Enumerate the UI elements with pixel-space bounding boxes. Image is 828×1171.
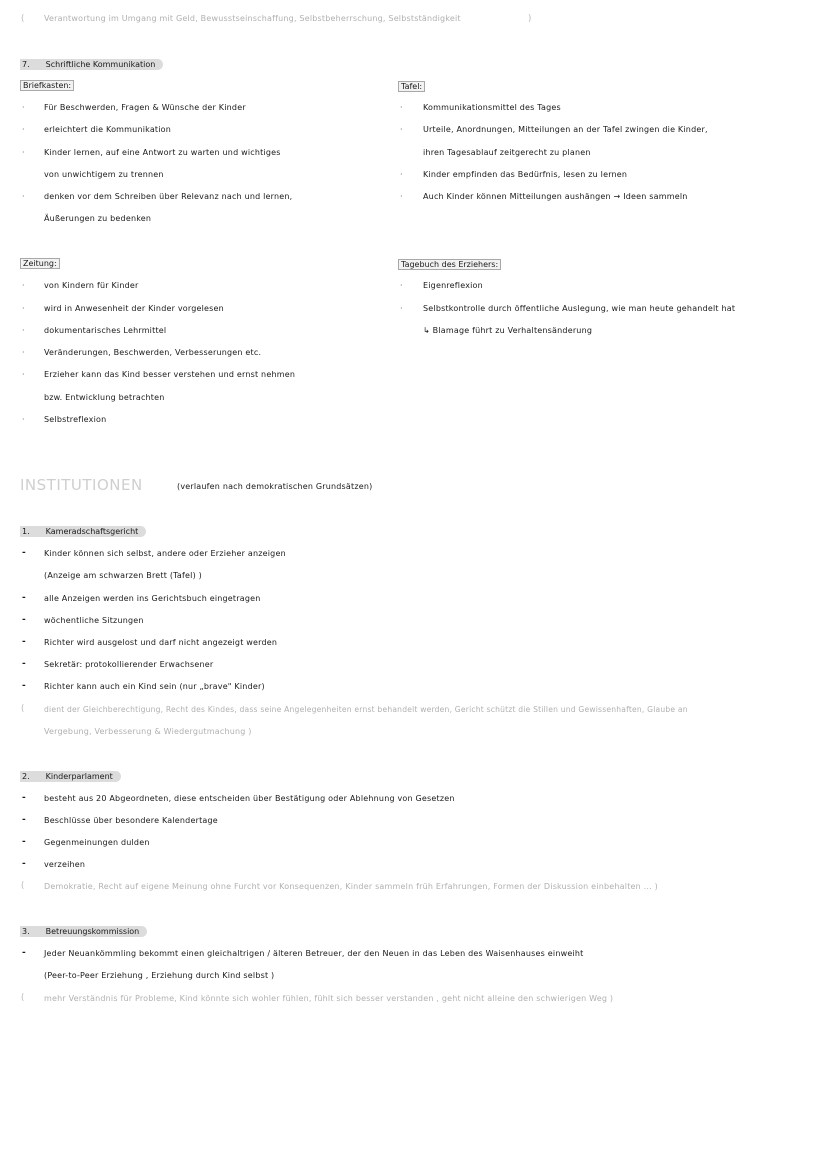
kameradschaftsgericht-note-cont: Vergebung, Verbesserung & Wiedergutmachung ) [44, 727, 252, 736]
kameradschaftsgericht-item: Sekretär: protokollierender Erwachsener [44, 660, 214, 669]
betreuungskommission-item-cont: (Peer-to-Peer Erziehung , Erziehung durch Kind selbst ) [44, 971, 275, 980]
top-note-open-paren: ( [21, 14, 25, 24]
dash-icon: - [22, 615, 26, 625]
note-open-paren: ( [21, 993, 25, 1003]
briefkasten-item-cont: von unwichtigem zu trennen [44, 170, 164, 179]
bullet-icon: · [400, 281, 403, 290]
section-number: 3. [22, 927, 30, 936]
section-kinderparlament-heading [20, 771, 121, 782]
bullet-icon: · [22, 304, 25, 313]
betreuungskommission-item: Jeder Neuankömmling bekommt einen gleichaltrigen / älteren Betreuer, der den Neuen in das Leben des Waisenhauses einweiht [44, 949, 584, 958]
section-number: 1. [22, 527, 30, 536]
zeitung-item: Veränderungen, Beschwerden, Verbesserungen etc. [44, 348, 262, 357]
section-number: 2. [22, 772, 30, 781]
kinderparlament-item: verzeihen [44, 860, 86, 869]
tagebuch-label: Tagebuch des Erziehers: [398, 259, 501, 270]
kinderparlament-item: Gegenmeinungen dulden [44, 838, 150, 847]
bullet-icon: · [22, 103, 25, 112]
section-betreuungskommission-heading [20, 926, 147, 937]
dash-icon: - [22, 948, 26, 958]
dash-icon: - [22, 681, 26, 691]
tafel-item: Kinder empfinden das Bedürfnis, lesen zu lernen [423, 170, 628, 179]
kinderparlament-note: Demokratie, Recht auf eigene Meinung ohne Furcht vor Konsequenzen, Kinder sammeln früh Erfahrungen, Formen der Diskussion einbehalten ... ) [44, 882, 658, 891]
section-title: Kameradschaftsgericht [45, 527, 139, 536]
zeitung-item: Erzieher kann das Kind besser verstehen und ernst nehmen [44, 370, 296, 379]
betreuungskommission-note: mehr Verständnis für Probleme, Kind könnte sich wohler fühlen, fühlt sich besser verstanden , geht nicht alleine den schwierigen Weg ) [44, 994, 614, 1003]
tafel-item: Kommunikationsmittel des Tages [423, 103, 561, 112]
dash-icon: - [22, 593, 26, 603]
top-note-close-paren: ) [528, 14, 532, 24]
tagebuch-item: Eigenreflexion [423, 281, 483, 290]
section-title: Kinderparlament [45, 772, 113, 781]
zeitung-item-cont: bzw. Entwicklung betrachten [44, 393, 165, 402]
dash-icon: - [22, 548, 26, 558]
tafel-item-cont: ihren Tagesablauf zeitgerecht zu planen [423, 148, 591, 157]
briefkasten-item: Kinder lernen, auf eine Antwort zu warten und wichtiges [44, 148, 281, 157]
kameradschaftsgericht-note: dient der Gleichberechtigung, Recht des Kindes, dass seine Angelegenheiten ernst behandelt werden, Gericht schützt die Stillen und Gewissenhaften, Glaube an [44, 705, 688, 714]
bullet-icon: · [22, 281, 25, 290]
kameradschaftsgericht-item: wöchentliche Sitzungen [44, 616, 144, 625]
institutionen-title: INSTITUTIONEN [20, 476, 143, 494]
dash-icon: - [22, 659, 26, 669]
tafel-item: Auch Kinder können Mitteilungen aushängen → Ideen sammeln [423, 192, 688, 201]
institutionen-subtitle: (verlaufen nach demokratischen Grundsätzen) [177, 482, 373, 491]
kameradschaftsgericht-item: alle Anzeigen werden ins Gerichtsbuch eingetragen [44, 594, 261, 603]
zeitung-item: wird in Anwesenheit der Kinder vorgelesen [44, 304, 224, 313]
briefkasten-item: Für Beschwerden, Fragen & Wünsche der Kinder [44, 103, 246, 112]
dash-icon: - [22, 793, 26, 803]
dash-icon: - [22, 837, 26, 847]
bullet-icon: · [22, 125, 25, 134]
section-7-number: 7. [22, 60, 30, 69]
bullet-icon: · [22, 148, 25, 157]
section-7-heading [20, 59, 163, 70]
section-kameradschaftsgericht-heading [20, 526, 146, 537]
briefkasten-item-cont: Äußerungen zu bedenken [44, 214, 152, 223]
bullet-icon: · [400, 103, 403, 112]
briefkasten-label: Briefkasten: [20, 80, 74, 91]
zeitung-item: Selbstreflexion [44, 415, 107, 424]
zeitung-label: Zeitung: [20, 258, 60, 269]
tagebuch-item-cont: ↳ Blamage führt zu Verhaltensänderung [423, 326, 593, 335]
kameradschaftsgericht-item-cont: (Anzeige am schwarzen Brett (Tafel) ) [44, 571, 202, 580]
briefkasten-item: denken vor dem Schreiben über Relevanz nach und lernen, [44, 192, 293, 201]
kameradschaftsgericht-item: Kinder können sich selbst, andere oder Erzieher anzeigen [44, 549, 286, 558]
tagebuch-item: Selbstkontrolle durch öffentliche Auslegung, wie man heute gehandelt hat [423, 304, 736, 313]
kinderparlament-item: besteht aus 20 Abgeordneten, diese entscheiden über Bestätigung oder Ablehnung von Gesetzen [44, 794, 455, 803]
briefkasten-item: erleichtert die Kommunikation [44, 125, 172, 134]
bullet-icon: · [400, 125, 403, 134]
tafel-label: Tafel: [398, 81, 425, 92]
dash-icon: - [22, 815, 26, 825]
section-title: Betreuungskommission [45, 927, 140, 936]
note-open-paren: ( [21, 881, 25, 891]
bullet-icon: · [22, 326, 25, 335]
zeitung-item: von Kindern für Kinder [44, 281, 139, 290]
bullet-icon: · [22, 370, 25, 379]
dash-icon: - [22, 859, 26, 869]
section-7-title: Schriftliche Kommunikation [45, 60, 156, 69]
bullet-icon: · [400, 304, 403, 313]
note-open-paren: ( [21, 704, 25, 714]
bullet-icon: · [22, 348, 25, 357]
bullet-icon: · [22, 192, 25, 201]
top-note-text: Verantwortung im Umgang mit Geld, Bewusstseinschaffung, Selbstbeherrschung, Selbstständigkeit [44, 14, 461, 23]
tafel-item: Urteile, Anordnungen, Mitteilungen an der Tafel zwingen die Kinder, [423, 125, 708, 134]
kameradschaftsgericht-item: Richter wird ausgelost und darf nicht angezeigt werden [44, 638, 278, 647]
kinderparlament-item: Beschlüsse über besondere Kalendertage [44, 816, 218, 825]
bullet-icon: · [400, 170, 403, 179]
bullet-icon: · [400, 192, 403, 201]
bullet-icon: · [22, 415, 25, 424]
zeitung-item: dokumentarisches Lehrmittel [44, 326, 167, 335]
dash-icon: - [22, 637, 26, 647]
kameradschaftsgericht-item: Richter kann auch ein Kind sein (nur „brave" Kinder) [44, 682, 265, 691]
